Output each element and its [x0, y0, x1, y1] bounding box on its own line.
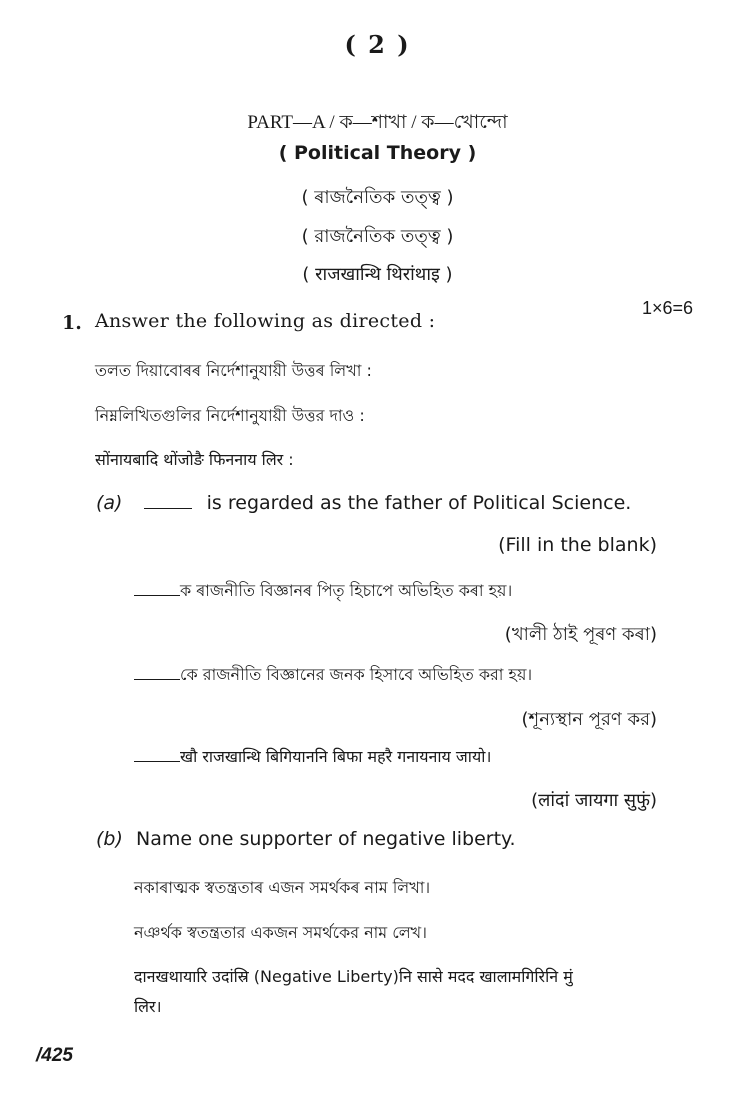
subquestion-a-note-bengali: (শূন্যস্থান পূরণ কর) [521, 709, 657, 730]
subquestion-b-bodo-line2: लिर। [134, 997, 162, 1016]
question-number: 1. [62, 312, 82, 334]
subquestion-a-text-bengali: কে রাজনীতি বিজ্ঞানের জনক হিসাবে অভিহিত করা হয়। [180, 665, 533, 684]
instruction-bengali: নিম্নলিখিতগুলির নির্দেশানুযায়ী উত্তর দাও : [95, 406, 365, 425]
subquestion-a-english [96, 492, 631, 514]
subquestion-a-note-assamese: (খালী ঠাই পূৰণ কৰা) [504, 624, 657, 645]
fill-blank [144, 494, 192, 509]
subject-title-bodo: ( राजखान्थि थिरांथाइ ) [302, 264, 453, 285]
subquestion-a-note-bodo: (लांदां जायगा सुफुं) [531, 790, 657, 811]
subquestion-b-english [96, 828, 516, 850]
subquestion-a-text-assamese: ক ৰাজনীতি বিজ্ঞানৰ পিতৃ হিচাপে অভিহিত কৰা হয়। [180, 581, 513, 600]
subject-title-english: ( Political Theory ) [278, 142, 477, 164]
subquestion-a-text: is regarded as the father of Political Science. [206, 492, 632, 514]
subquestion-b-bodo-line1: दानखथायारि उदांस्रि (Negative Liberty)नि सासे मदद खालामगिरिनि मुं [134, 967, 573, 986]
instruction-assamese: তলত দিয়াবোৰৰ নিৰ্দেশানুযায়ী উত্তৰ লিখা : [95, 361, 372, 380]
instruction-bodo: सोंनायबादि थोंजोङै फिननाय लिर : [95, 450, 294, 469]
question-text-english: Answer the following as directed : [95, 310, 436, 332]
subquestion-b-bengali: নঞর্থক স্বতন্ত্রতার একজন সমর্থকের নাম লেখ। [134, 923, 427, 942]
page-number: ( 2 ) [344, 30, 411, 59]
subquestion-a-note-english: (Fill in the blank) [498, 534, 657, 556]
subject-title-assamese: ( ৰাজনৈতিক তত্ত্ব ) [301, 187, 454, 208]
fill-blank [134, 665, 180, 680]
question-marks: 1×6=6 [641, 298, 693, 318]
subquestion-b-assamese: নকাৰাত্মক স্বতন্ত্ৰতাৰ এজন সমৰ্থকৰ নাম লিখা। [134, 878, 431, 897]
paper-code: /425 [36, 1045, 73, 1066]
part-label: PART—A / ক—শাখা / ক—খোন্দো [247, 112, 508, 133]
subquestion-b-text: Name one supporter of negative liberty. [135, 828, 516, 850]
subquestion-b-label: (b) [96, 828, 123, 850]
fill-blank [134, 581, 180, 596]
subquestion-a-assamese [134, 578, 512, 605]
subquestion-a-text-bodo: खौ राजखान्थि बिगियाननि बिफा महरै गनायनाय जायो। [180, 747, 492, 766]
subject-title-bengali: ( রাজনৈতিক তত্ত্ব ) [301, 226, 454, 247]
subquestion-a-bengali [134, 662, 532, 689]
subquestion-a-bodo [134, 745, 491, 767]
fill-blank [134, 747, 180, 762]
subquestion-a-label: (a) [96, 492, 123, 514]
